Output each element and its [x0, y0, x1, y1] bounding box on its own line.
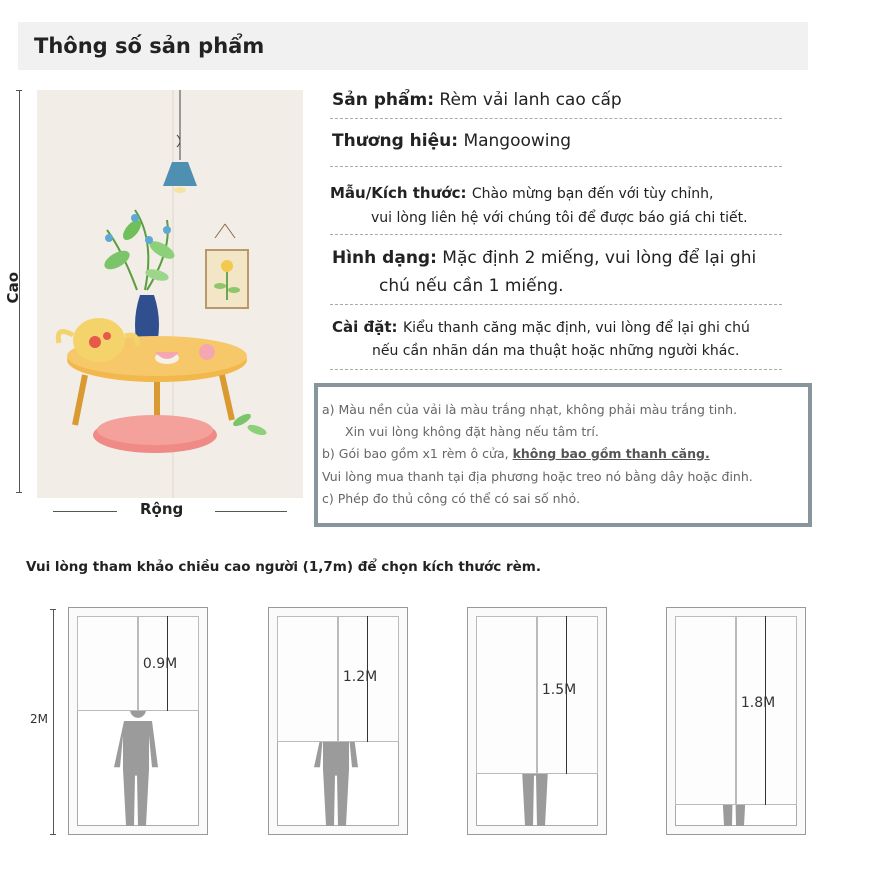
reference-tick-top [50, 609, 56, 610]
spec-product [332, 90, 622, 110]
spec-product-label: Sản phẩm: [332, 90, 434, 110]
curtain-panel-left [675, 616, 736, 805]
spec-size [330, 183, 713, 203]
height-tick-top [16, 90, 22, 91]
divider [330, 304, 782, 305]
spec-product-value: Rèm vải lanh cao cấp [439, 90, 622, 110]
curtain-illustration [37, 90, 303, 498]
height-label: Cao [4, 272, 22, 304]
curtain-size-label: 1.5M [541, 682, 577, 699]
curtain-panel-left [77, 616, 138, 711]
note-b-line2: Vui lòng mua thanh tại địa phương hoặc treo nó bằng dây hoặc đinh. [322, 469, 753, 484]
spec-shape [332, 248, 756, 268]
reference-tick-bottom [50, 834, 56, 835]
reference-height-label: 2M [30, 712, 48, 726]
spec-size-label: Mẫu/Kích thước: [330, 184, 467, 202]
note-b-line1 [322, 446, 710, 461]
divider [330, 166, 782, 167]
note-b-prefix: b) Gói bao gồm x1 rèm ô cửa, [322, 446, 509, 461]
width-label: Rộng [140, 500, 184, 518]
page-title: Thông số sản phẩm [34, 34, 265, 58]
divider [330, 369, 782, 370]
spec-shape-value-line1: Mặc định 2 miếng, vui lòng để lại ghi [442, 248, 757, 268]
spec-size-value-line2: vui lòng liên hệ với chúng tôi để được báo giá chi tiết. [371, 210, 748, 226]
curtain-image [37, 90, 303, 498]
spec-brand-value: Mangoowing [463, 131, 572, 151]
divider [330, 234, 782, 235]
size-hint: Vui lòng tham khảo chiều cao người (1,7m) để chọn kích thước rèm. [26, 559, 541, 575]
note-c: c) Phép đo thủ công có thể có sai số nhỏ. [322, 491, 581, 506]
spec-install-label: Cài đặt: [332, 318, 398, 336]
note-a-line2: Xin vui lòng không đặt hàng nếu tâm trí. [345, 424, 599, 439]
note-a-line1: a) Màu nền của vải là màu trắng nhạt, không phải màu trắng tinh. [322, 402, 738, 417]
spec-install-value-line2: nếu cần nhãn dán ma thuật hoặc những người khác. [372, 343, 740, 359]
curtain-size-label: 1.2M [342, 668, 378, 685]
curtain-panel-left [277, 616, 338, 742]
curtain-size-label: 1.8M [740, 695, 776, 712]
spec-shape-value-line2: chú nếu cần 1 miếng. [379, 276, 564, 296]
width-dimension-line-right [215, 511, 287, 512]
curtain-panel-left [476, 616, 537, 774]
note-b-underlined: không bao gồm thanh căng. [512, 446, 710, 461]
width-dimension-line-left [53, 511, 117, 512]
divider [330, 118, 782, 119]
spec-brand [332, 131, 571, 151]
person-silhouette [108, 700, 168, 826]
spec-install-value-line1: Kiểu thanh căng mặc định, vui lòng để lại ghi chú [402, 320, 750, 336]
spec-brand-label: Thương hiệu: [332, 131, 459, 151]
height-tick-bottom [16, 492, 22, 493]
reference-height-line [53, 609, 54, 835]
curtain-size-label: 0.9M [142, 655, 178, 672]
spec-shape-label: Hình dạng: [332, 248, 437, 268]
spec-install [332, 317, 750, 337]
spec-size-value-line1: Chào mừng bạn đến với tùy chỉnh, [471, 186, 714, 202]
